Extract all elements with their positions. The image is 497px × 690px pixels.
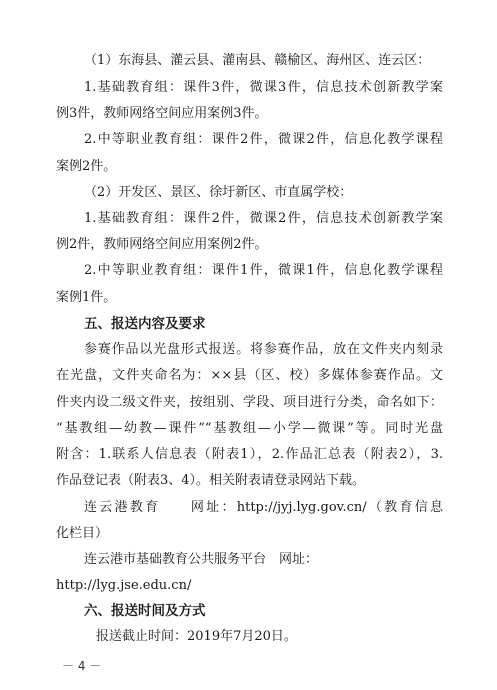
paragraph-line: 2.中等职业教育组：课件2件，微课2件，信息化教学课程 [84, 132, 443, 147]
platform-line: 连云港市基础教育公共服务平台 网址： [84, 552, 319, 567]
paragraph-line: 例3件，教师网络空间应用案例3件。 [56, 106, 268, 121]
deadline-line: 报送截止时间：2019年7月20日。 [96, 629, 297, 644]
platform-url: http://lyg.jse.edu.cn/ [56, 578, 192, 593]
paragraph-line: 案例1件。 [56, 290, 117, 305]
subsection-1-heading: （1）东海县、灌云县、灌南县、赣榆区、海州区、连云区： [84, 53, 431, 68]
paragraph-line: 例2件，教师网络空间应用案例2件。 [56, 237, 268, 252]
paragraph-line: 化栏目） [56, 526, 109, 541]
paragraph-line: 作品登记表（附表3、4）。相关附表请登录网站下载。 [56, 473, 366, 488]
paragraph-line: 2.中等职业教育组：课件1件，微课1件，信息化教学课程 [84, 263, 443, 278]
paragraph-line: 案例2件。 [56, 159, 117, 174]
paragraph-line: 在光盘，文件夹命名为：××县（区、校）多媒体参赛作品。文 [56, 368, 443, 383]
section-5-heading: 五、报送内容及要求 [84, 316, 206, 332]
paragraph-line: “基教组—幼教—课件”“基教组—小学—微课”等。同时光盘 [56, 421, 443, 436]
paragraph-line: 1.基础教育组：课件2件，微课2件，信息技术创新教学案 [84, 211, 443, 226]
page-number: － 4 － [62, 659, 102, 673]
section-6-heading: 六、报送时间及方式 [84, 603, 206, 619]
paragraph-line: 件夹内设二级文件夹，按组别、学段、项目进行分类，命名如下： [56, 395, 443, 410]
paragraph-line: 参赛作品以光盘形式报送。将参赛作品，放在文件夹内刻录 [84, 342, 443, 357]
website-line: 连云港教育 网址：http://jyj.lyg.gov.cn/（教育信息 [84, 500, 443, 515]
subsection-2-heading: （2）开发区、景区、徐圩新区、市直属学校： [84, 185, 353, 200]
paragraph-line: 附含：1.联系人信息表（附表1），2.作品汇总表（附表2），3. [56, 447, 443, 462]
paragraph-line: 1.基础教育组：课件3件，微课3件，信息技术创新教学案 [84, 80, 443, 95]
